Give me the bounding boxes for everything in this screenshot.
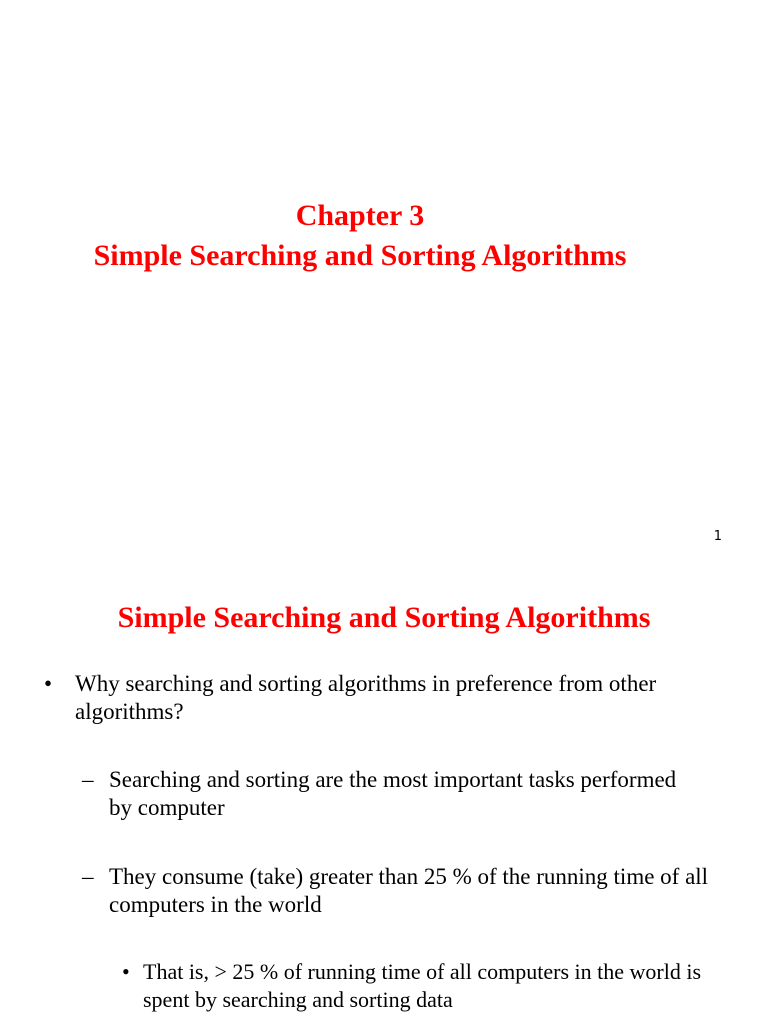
bullet-marker: • [122,959,130,984]
dash-marker: – [82,864,94,889]
nested-bullet-item [122,958,742,1014]
bullet-marker: • [44,671,53,696]
bullet-text: Why searching and sorting algorithms in preference from other algorithms? [75,671,657,724]
chapter-heading: Chapter 3 [295,199,425,232]
chapter-title: Simple Searching and Sorting Algorithms [93,239,627,272]
bullet-text: Searching and sorting are the most important tasks performed by computer [109,767,677,820]
sub-bullet-item [82,863,742,919]
page-number: 1 [713,529,722,544]
slide-2-title: Simple Searching and Sorting Algorithms [117,601,651,634]
dash-marker: – [82,767,94,792]
slide-2 [0,560,768,1024]
bullet-text: That is, > 25 % of running time of all computers in the world is spent by searching and sorting data [143,959,702,1012]
slide-1-title [0,196,720,276]
bullet-item [44,670,704,726]
sub-bullet-item [82,766,682,822]
bullet-text: They consume (take) greater than 25 % of the running time of all computers in the world [109,864,709,917]
